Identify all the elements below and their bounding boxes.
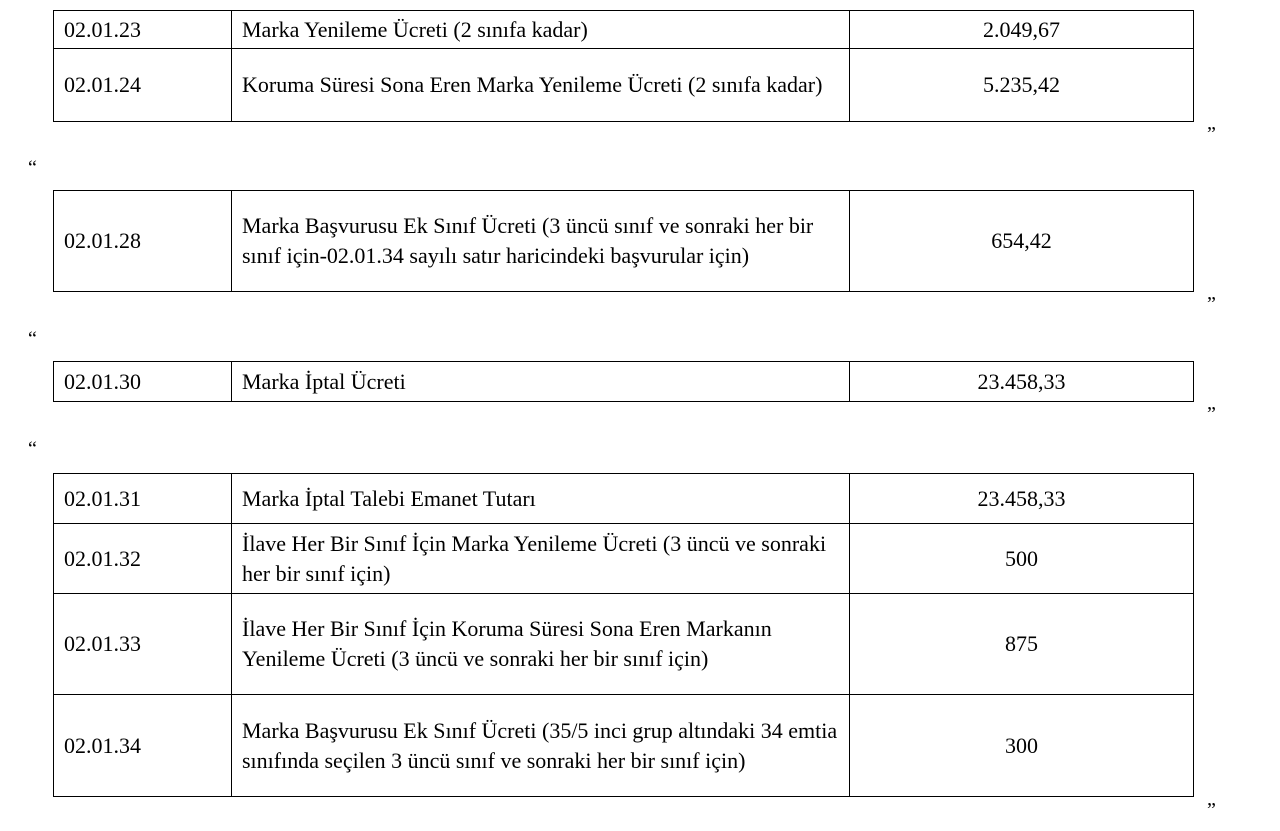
fee-code: 02.01.31 xyxy=(54,474,232,524)
closing-quote-mark: ” xyxy=(1207,799,1216,821)
fee-amount: 2.049,67 xyxy=(850,11,1194,49)
fee-code: 02.01.32 xyxy=(54,524,232,594)
fee-amount: 500 xyxy=(850,524,1194,594)
fee-amount: 654,42 xyxy=(850,191,1194,292)
fee-code: 02.01.24 xyxy=(54,49,232,122)
fee-table-3 xyxy=(53,361,1194,402)
fee-code: 02.01.28 xyxy=(54,191,232,292)
fee-amount: 23.458,33 xyxy=(850,474,1194,524)
fee-description: Marka İptal Talebi Emanet Tutarı xyxy=(232,474,850,524)
fee-description: Marka İptal Ücreti xyxy=(232,362,850,402)
opening-quote-mark: “ xyxy=(28,157,37,179)
fee-table-4 xyxy=(53,473,1194,797)
closing-quote-mark: ” xyxy=(1207,403,1216,425)
fee-description: Marka Başvurusu Ek Sınıf Ücreti (35/5 inci grup altındaki 34 emtia sınıfında seçilen 3 üncü sınıf ve sonraki her bir sınıf için) xyxy=(232,695,850,797)
fee-table-2 xyxy=(53,190,1194,292)
fee-amount: 875 xyxy=(850,594,1194,695)
fee-code: 02.01.30 xyxy=(54,362,232,402)
fee-code: 02.01.34 xyxy=(54,695,232,797)
table-row xyxy=(54,695,1194,797)
fee-description: Marka Başvurusu Ek Sınıf Ücreti (3 üncü sınıf ve sonraki her bir sınıf için-02.01.34 sayılı satır haricindeki başvurular için) xyxy=(232,191,850,292)
fee-amount: 300 xyxy=(850,695,1194,797)
fee-description: Marka Yenileme Ücreti (2 sınıfa kadar) xyxy=(232,11,850,49)
table-row xyxy=(54,362,1194,402)
table-row xyxy=(54,191,1194,292)
fee-description: Koruma Süresi Sona Eren Marka Yenileme Ücreti (2 sınıfa kadar) xyxy=(232,49,850,122)
fee-description: İlave Her Bir Sınıf İçin Marka Yenileme Ücreti (3 üncü ve sonraki her bir sınıf için) xyxy=(232,524,850,594)
table-row xyxy=(54,11,1194,49)
table-row xyxy=(54,49,1194,122)
closing-quote-mark: ” xyxy=(1207,123,1216,145)
fee-table-1 xyxy=(53,10,1194,122)
table-row xyxy=(54,474,1194,524)
fee-description: İlave Her Bir Sınıf İçin Koruma Süresi Sona Eren Markanın Yenileme Ücreti (3 üncü ve sonraki her bir sınıf için) xyxy=(232,594,850,695)
closing-quote-mark: ” xyxy=(1207,293,1216,315)
fee-code: 02.01.23 xyxy=(54,11,232,49)
table-row xyxy=(54,594,1194,695)
fee-amount: 23.458,33 xyxy=(850,362,1194,402)
fee-code: 02.01.33 xyxy=(54,594,232,695)
table-row xyxy=(54,524,1194,594)
fee-amount: 5.235,42 xyxy=(850,49,1194,122)
opening-quote-mark: “ xyxy=(28,328,37,350)
opening-quote-mark: “ xyxy=(28,438,37,460)
